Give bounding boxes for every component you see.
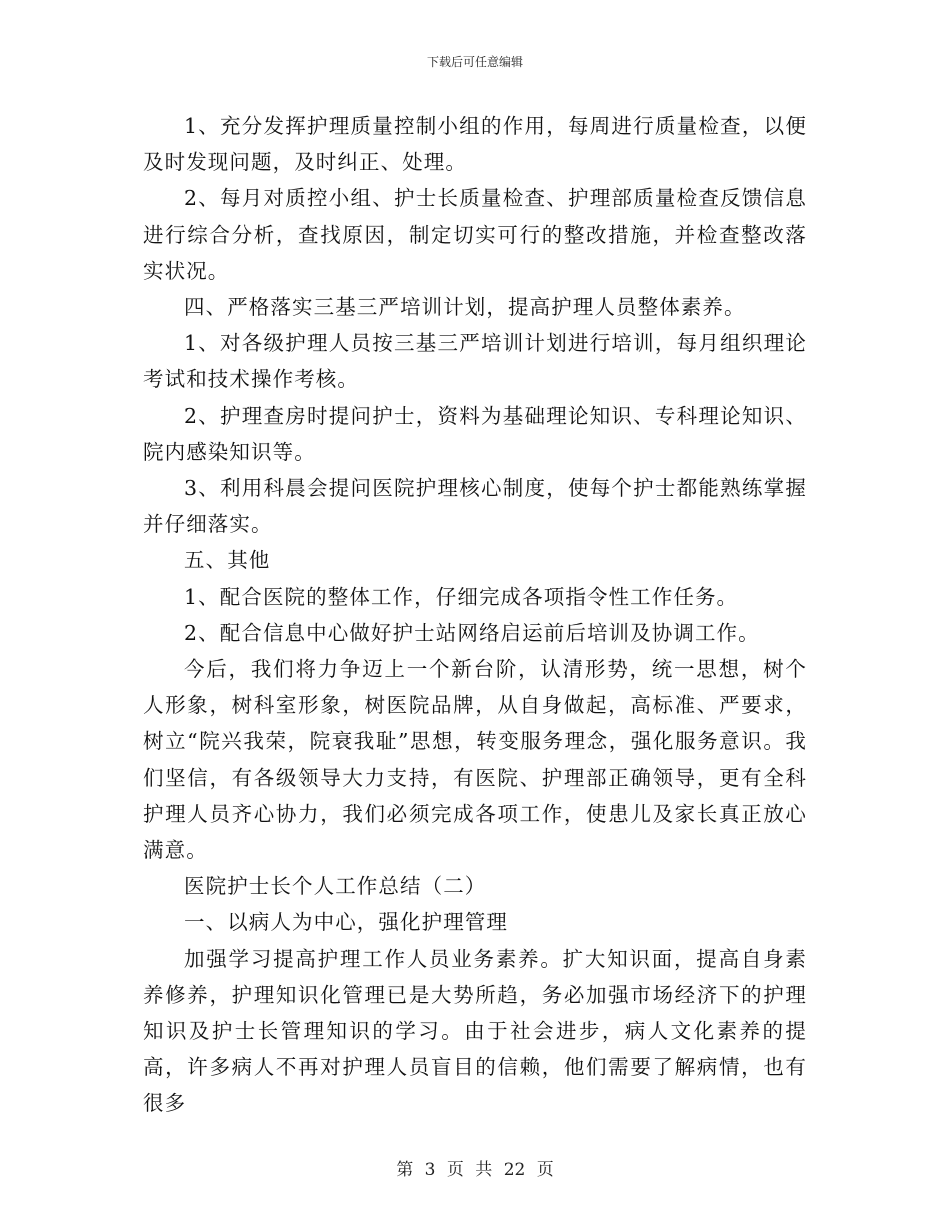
document-body — [143, 108, 807, 1122]
paragraph-5: 3、利用科晨会提问医院护理核心制度，使每个护士都能熟练掌握并仔细落实。 — [143, 476, 807, 537]
document-subtitle: 医院护士长个人工作总结（二） — [184, 874, 487, 899]
paragraph-4: 2、护理查房时提问护士，资料为基础理论知识、专科理论知识、院内感染知识等。 — [143, 403, 807, 464]
paragraph-1: 1、充分发挥护理质量控制小组的作用，每周进行质量检查，以便及时发现问题，及时纠正、处理。 — [143, 114, 807, 175]
paragraph-9: 加强学习提高护理工作人员业务素养。扩大知识面，提高自身素养修养，护理知识化管理已是大势所趋，务必加强市场经济下的护理知识及护士长管理知识的学习。由于社会进步，病人文化素养的提高，许多病人不再对护理人员盲目的信赖，他们需要了解病情，也有很多 — [143, 946, 807, 1116]
page-header: 下载后可任意编辑 — [426, 55, 523, 69]
paragraph-3: 1、对各级护理人员按三基三严培训计划进行培训，每月组织理论考试和技术操作考核。 — [143, 331, 807, 392]
paragraph-7: 2、配合信息中心做好护士站网络启运前后培训及协调工作。 — [184, 620, 760, 645]
paragraph-8: 今后，我们将力争迈上一个新台阶，认清形势，统一思想，树个人形象，树科室形象，树医院品牌，从自身做起，高标准、严要求，树立“院兴我荣，院衰我耻”思想，转变服务理念，强化服务意识。我们坚信，有各级领导大力支持，有医院、护理部正确领导，更有全科护理人员齐心协力，我们必须完成各项工作，使患儿及家长真正放心满意。 — [143, 657, 807, 863]
paragraph-6: 1、配合医院的整体工作，仔细完成各项指令性工作任务。 — [184, 584, 739, 609]
section-heading-1: 一、以病人为中心，强化护理管理 — [184, 910, 508, 935]
section-heading-5: 五、其他 — [184, 548, 271, 573]
paragraph-2: 2、每月对质控小组、护士长质量检查、护理部质量检查反馈信息进行综合分析，查找原因，制定切实可行的整改措施，并检查整改落实状况。 — [143, 186, 807, 283]
section-heading-4: 四、严格落实三基三严培训计划，提高护理人员整体素养。 — [184, 295, 746, 320]
page-footer: 第 3 页 共 22 页 — [396, 1160, 554, 1180]
